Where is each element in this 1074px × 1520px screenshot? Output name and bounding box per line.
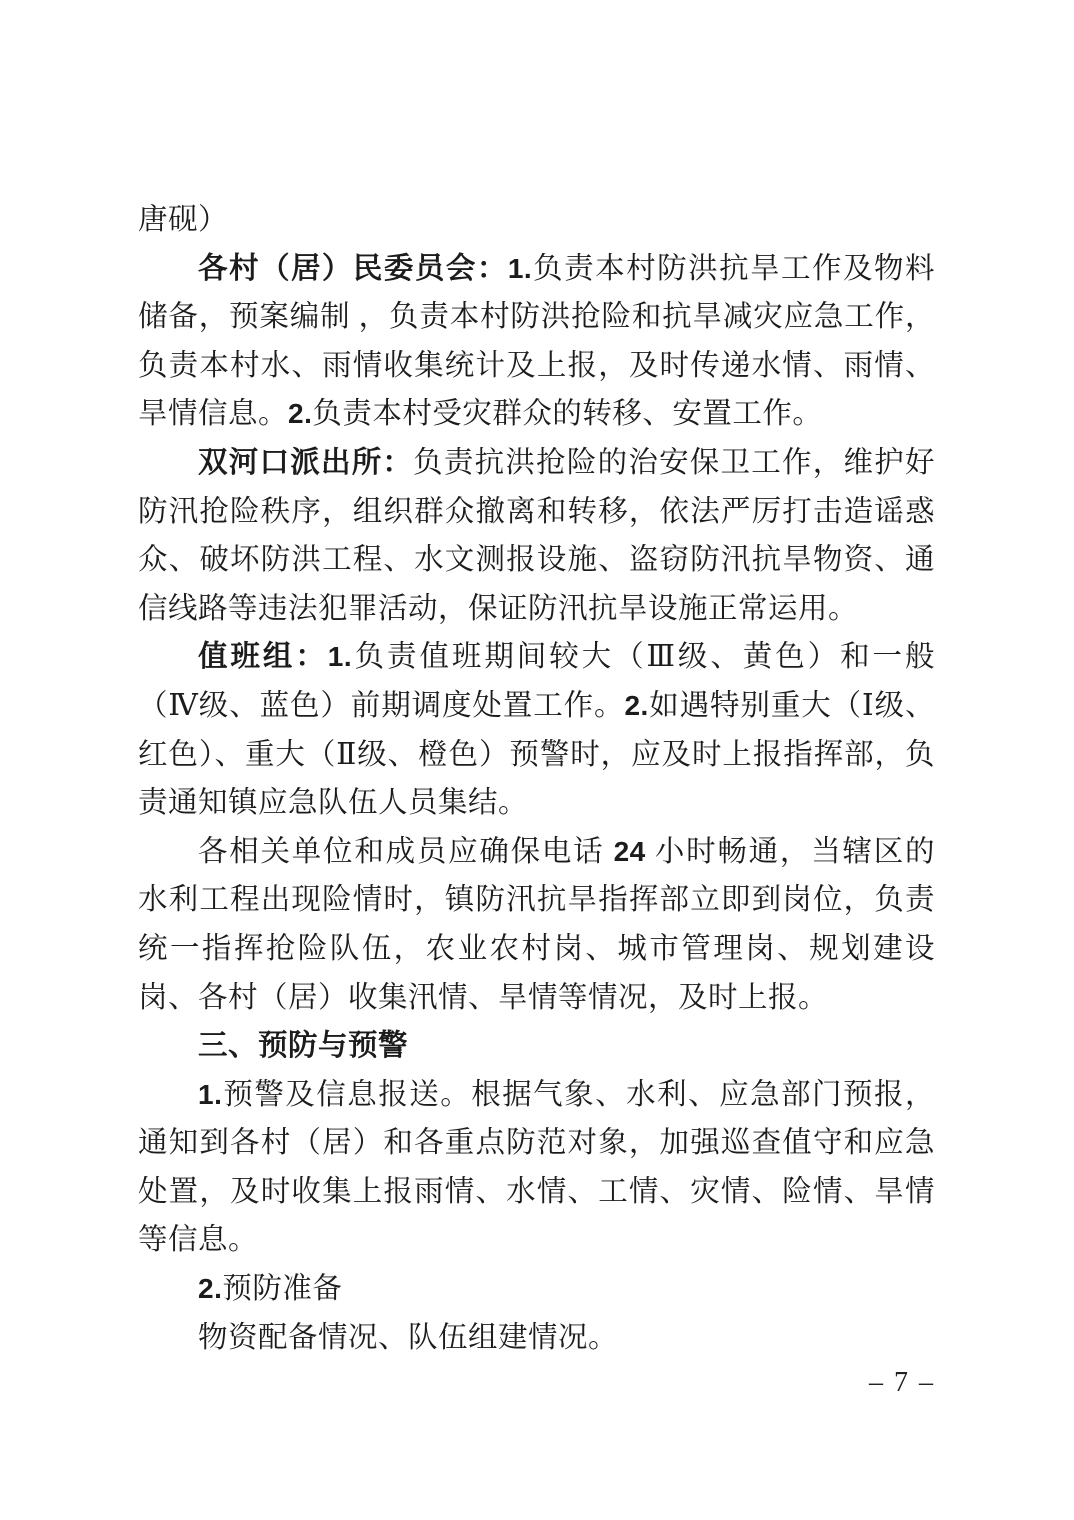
text-run: 如遇特别重大（Ⅰ级、红色）、重大（Ⅱ级、橙色）预警时，应及时上报指挥部，负责通知镇应急队伍人员集结。 (138, 689, 935, 820)
paragraph (138, 633, 935, 827)
paragraph (138, 196, 935, 245)
text-run: 预防准备 (222, 1273, 343, 1306)
paragraph (138, 1314, 935, 1363)
numeral-run: 1. (507, 252, 533, 284)
text-run: 预警及信息报送。根据气象、水利、应急部门预报，通知到各村（居）和各重点防范对象，加强巡查值守和应急处置，及时收集上报雨情、水情、工情、灾情、险情、旱情等信息。 (138, 1078, 935, 1257)
document-body (138, 196, 935, 1362)
bold-label-run: 值班组： (198, 641, 328, 674)
text-run: 唐砚） (138, 204, 229, 236)
numeral-run: 2. (198, 1273, 223, 1305)
paragraph (138, 439, 935, 633)
text-run: 负责值班期间较大（Ⅲ级、黄色）和一般（Ⅳ级、蓝色）前期调度处置工作。 (138, 641, 935, 722)
paragraph (138, 828, 935, 1022)
page-number: – 7 – (869, 1367, 935, 1398)
paragraph (138, 1071, 935, 1265)
text-run: 负责抗洪抢险的治安保卫工作，维护好防汛抢险秩序，组织群众撤离和转移，依法严厉打击造谣惑众、破坏防洪工程、水文测报设施、盗窃防汛抗旱物资、通信线路等违法犯罪活动，保证防汛抗旱设施正常运用。 (138, 446, 935, 625)
text-run: 各相关单位和成员应确保电话 (198, 835, 614, 868)
section-heading (138, 1022, 935, 1071)
text-run: 负责本村防洪抗旱工作及物料储备，预案编制 ，负责本村防洪抢险和抗旱减灾应急工作，负责本村水、雨情收集统计及上报，及时传递水情、雨情、旱情信息。 (138, 252, 935, 431)
numeral-run: 2. (288, 398, 313, 430)
paragraph (138, 245, 935, 439)
numeral-run: 24 (613, 835, 646, 867)
numeral-run: 2. (624, 689, 649, 721)
numeral-run: 1. (198, 1078, 223, 1110)
text-run: 物资配备情况、队伍组建情况。 (198, 1321, 619, 1354)
text-run: 负责本村受灾群众的转移、安置工作。 (312, 398, 823, 431)
bold-label-run: 各村（居）民委员会： (198, 252, 508, 285)
text-run: 三、预防与预警 (198, 1029, 409, 1063)
paragraph (138, 1265, 935, 1314)
bold-label-run: 双河口派出所： (198, 446, 414, 479)
text-run: 小时畅通，当辖区的水利工程出现险情时，镇防汛抗旱指挥部立即到岗位，负责统一指挥抢险队伍，农业农村岗、城市管理岗、规划建设岗、各村（居）收集汛情、旱情等情况，及时上报。 (138, 835, 935, 1014)
numeral-run: 1. (327, 641, 353, 673)
